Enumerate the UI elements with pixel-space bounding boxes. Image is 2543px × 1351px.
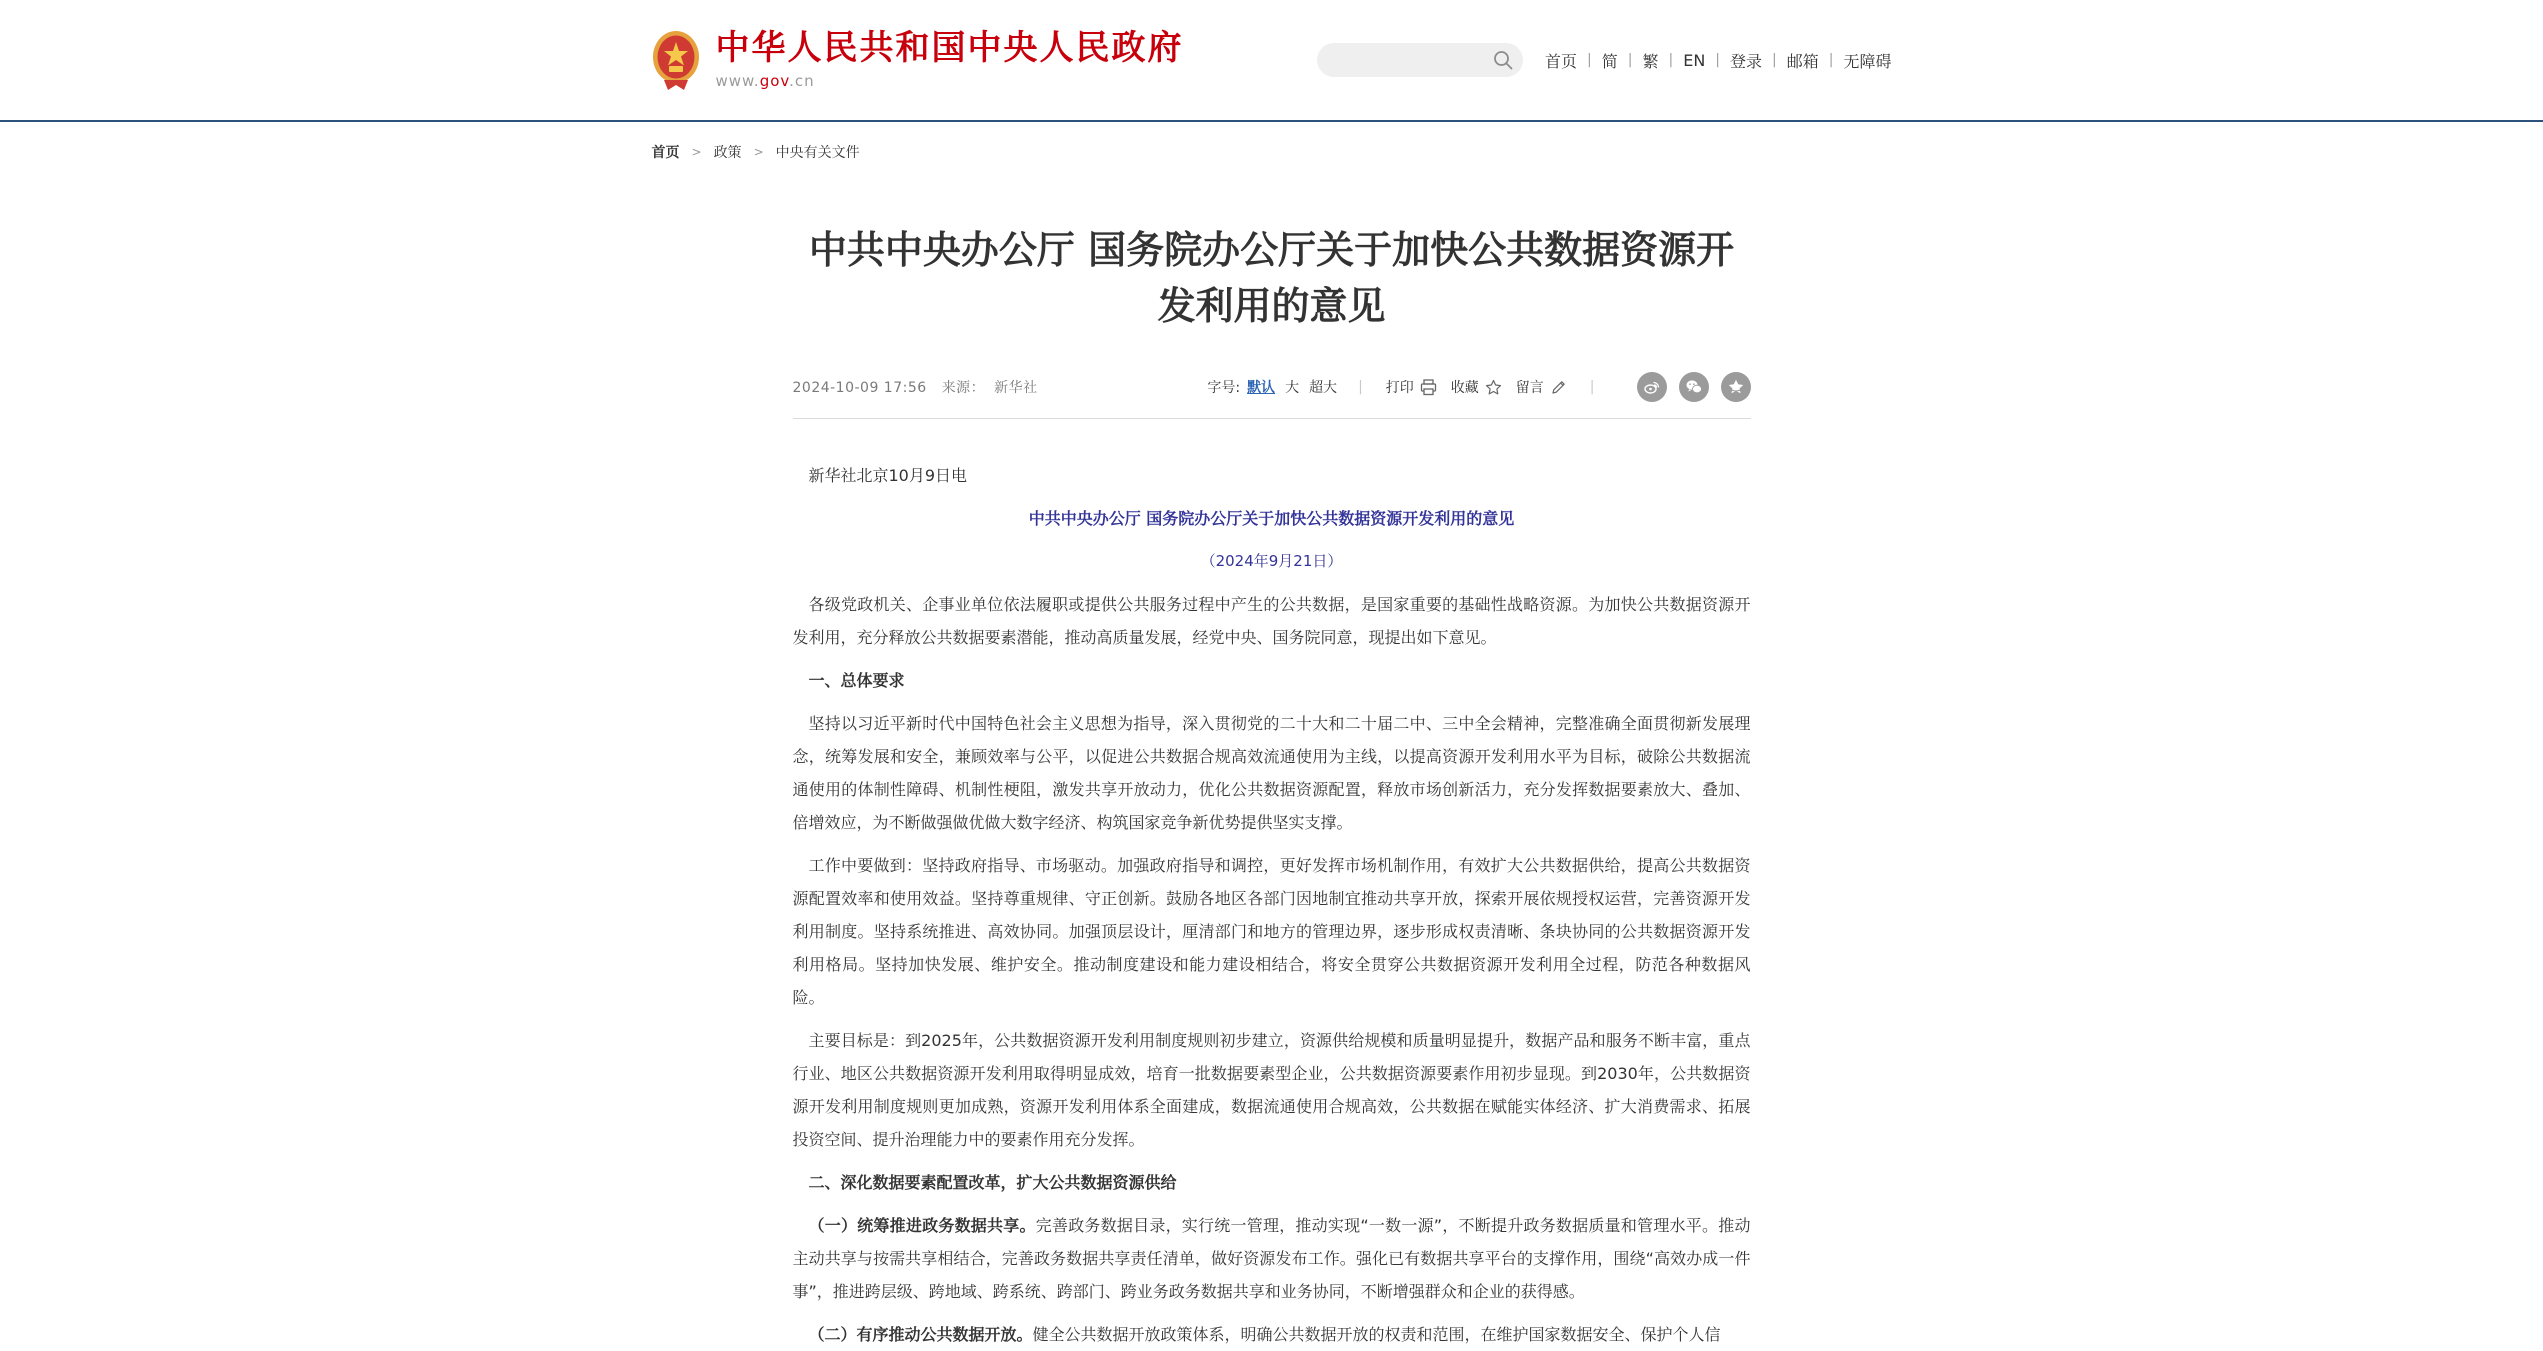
article-body — [793, 459, 1751, 1351]
toolbar-separator: | — [1358, 379, 1363, 395]
pencil-icon — [1550, 379, 1567, 396]
breadcrumb-separator: > — [753, 145, 764, 159]
nav-link-7[interactable]: 无障碍 — [1843, 51, 1892, 71]
paragraph: 各级党政机关、企事业单位依法履职或提供公共服务过程中产生的公共数据，是国家重要的基础性战略资源。为加快公共数据资源开发利用，充分释放公共数据要素潜能，推动高质量发展，经党中央、国务院同意，现提出如下意见。 — [792, 595, 1751, 647]
paragraph: 主要目标是：到2025年，公共数据资源开发利用制度规则初步建立，资源供给规模和质量明显提升，数据产品和服务不断丰富，重点行业、地区公共数据资源开发利用取得明显成效，培育一批数据要素型企业，公共数据资源要素作用初步显现。到2030年，公共数据资源开发利用制度规则更加成熟，资源开发利用体系全面建成，数据流通使用合规高效，公共数据在赋能实体经济、扩大消费需求、拓展投资空间、提升治理能力中的要素作用充分发挥。 — [792, 1031, 1751, 1149]
nav-link-1[interactable]: 首页 — [1545, 51, 1578, 71]
weibo-share-icon[interactable] — [1637, 372, 1667, 402]
search-input[interactable] — [1333, 43, 1489, 77]
print-button[interactable]: 打印 — [1386, 377, 1437, 397]
paragraph-lead: （二）有序推动公共数据开放。 — [808, 1325, 1033, 1344]
paragraph: 中共中央办公厅 国务院办公厅关于加快公共数据资源开发利用的意见 — [1028, 509, 1515, 528]
qzone-share-icon[interactable] — [1721, 372, 1751, 402]
breadcrumb-item-3: 中央有关文件 — [775, 145, 860, 161]
font-size-large-button[interactable]: 大 — [1285, 380, 1300, 396]
nav-separator: | — [1828, 52, 1834, 68]
search-icon[interactable] — [1493, 50, 1513, 70]
site-logo[interactable] — [652, 27, 1184, 91]
nav-separator: | — [1668, 52, 1674, 68]
toolbar-separator: | — [1589, 379, 1595, 395]
breadcrumb-separator: > — [691, 145, 702, 159]
paragraph-lead: （一）统筹推进政务数据共享。 — [808, 1216, 1036, 1235]
nav-link-5[interactable]: 登录 — [1730, 51, 1763, 71]
share-group — [1637, 372, 1751, 402]
star-icon — [1485, 379, 1502, 396]
favorite-button[interactable]: 收藏 — [1451, 377, 1502, 397]
article-meta — [793, 377, 1038, 397]
nav-separator: | — [1715, 52, 1721, 68]
site-url: www.gov.cn — [715, 72, 815, 91]
nav-link-4[interactable]: EN — [1683, 50, 1706, 70]
top-nav — [1545, 49, 1891, 72]
search-box[interactable] — [1317, 43, 1523, 77]
site-title-block — [715, 27, 1184, 91]
section-heading: 一、总体要求 — [808, 671, 905, 690]
paragraph: 新华社北京10月9日电 — [808, 466, 968, 485]
site-header — [0, 0, 2543, 122]
paragraph: （一）统筹推进政务数据共享。完善政务数据目录，实行统一管理，推动实现“一数一源”，不断提升政务数据质量和管理水平。推动主动共享与按需共享相结合，完善政务数据共享责任清单，做好资源发布工作。强化已有数据共享平台的支撑作用，围绕“高效办成一件事”，推进跨层级、跨地域、跨系统、跨部门、跨业务政务数据共享和业务协同，不断增强群众和企业的获得感。 — [792, 1216, 1751, 1301]
font-size-label: 字号: — [1207, 380, 1241, 396]
breadcrumb-item-1[interactable]: 首页 — [651, 145, 680, 161]
page-title: 中共中央办公厅 国务院办公厅关于加快公共数据资源开发利用的意见 — [808, 228, 1735, 328]
font-size-xlarge-button[interactable]: 超大 — [1309, 380, 1338, 396]
article-toolbar — [1207, 372, 1750, 402]
paragraph: （二）有序推动公共数据开放。健全公共数据开放政策体系，明确公共数据开放的权责和范围，在维护国家数据安全、保护个人信 — [808, 1325, 1721, 1344]
nav-link-2[interactable]: 简 — [1601, 51, 1618, 71]
breadcrumb-item-2[interactable]: 政策 — [713, 145, 742, 161]
national-emblem-icon — [652, 30, 700, 90]
site-title: 中华人民共和国中央人民政府 — [715, 27, 1184, 68]
source-value: 新华社 — [994, 380, 1038, 396]
comment-button[interactable]: 留言 — [1516, 377, 1567, 397]
nav-separator: | — [1627, 52, 1633, 68]
article-meta-row — [793, 372, 1751, 419]
nav-separator: | — [1772, 52, 1777, 68]
nav-link-6[interactable]: 邮箱 — [1786, 51, 1819, 71]
wechat-share-icon[interactable] — [1679, 372, 1709, 402]
paragraph: 坚持以习近平新时代中国特色社会主义思想为指导，深入贯彻党的二十大和二十届二中、三中全会精神，完整准确全面贯彻新发展理念，统筹发展和安全，兼顾效率与公平，以促进公共数据合规高效流通使用为主线，以提高资源开发利用水平为目标，破除公共数据流通使用的体制性障碍、机制性梗阻，激发共享开放动力，优化公共数据资源配置，释放市场创新活力，充分发挥数据要素放大、叠加、倍增效应，为不断做强做优做大数字经济、构筑国家竞争新优势提供坚实支撑。 — [792, 714, 1751, 832]
font-size-default-button[interactable]: 默认 — [1247, 380, 1276, 396]
paragraph: 工作中要做到：坚持政府指导、市场驱动。加强政府指导和调控，更好发挥市场机制作用，有效扩大公共数据供给，提高公共数据资源配置效率和使用效益。坚持尊重规律、守正创新。鼓励各地区各部门因地制宜推动共享开放，探索开展依规授权运营，完善资源开发利用制度。坚持系统推进、高效协同。加强顶层设计，厘清部门和地方的管理边界，逐步形成权责清晰、条块协同的公共数据资源开发利用格局。坚持加快发展、维护安全。推动制度建设和能力建设相结合，将安全贯穿公共数据资源开发利用全过程，防范各种数据风险。 — [792, 856, 1751, 1007]
printer-icon — [1420, 379, 1437, 396]
breadcrumb — [652, 142, 1892, 162]
publish-date: 2024-10-09 17:56 — [792, 380, 927, 396]
nav-separator: | — [1587, 52, 1592, 68]
paragraph: （2024年9月21日） — [1200, 552, 1343, 570]
section-heading: 二、深化数据要素配置改革，扩大公共数据资源供给 — [808, 1173, 1177, 1192]
nav-link-3[interactable]: 繁 — [1642, 51, 1659, 71]
source-label: 来源： — [941, 380, 986, 396]
